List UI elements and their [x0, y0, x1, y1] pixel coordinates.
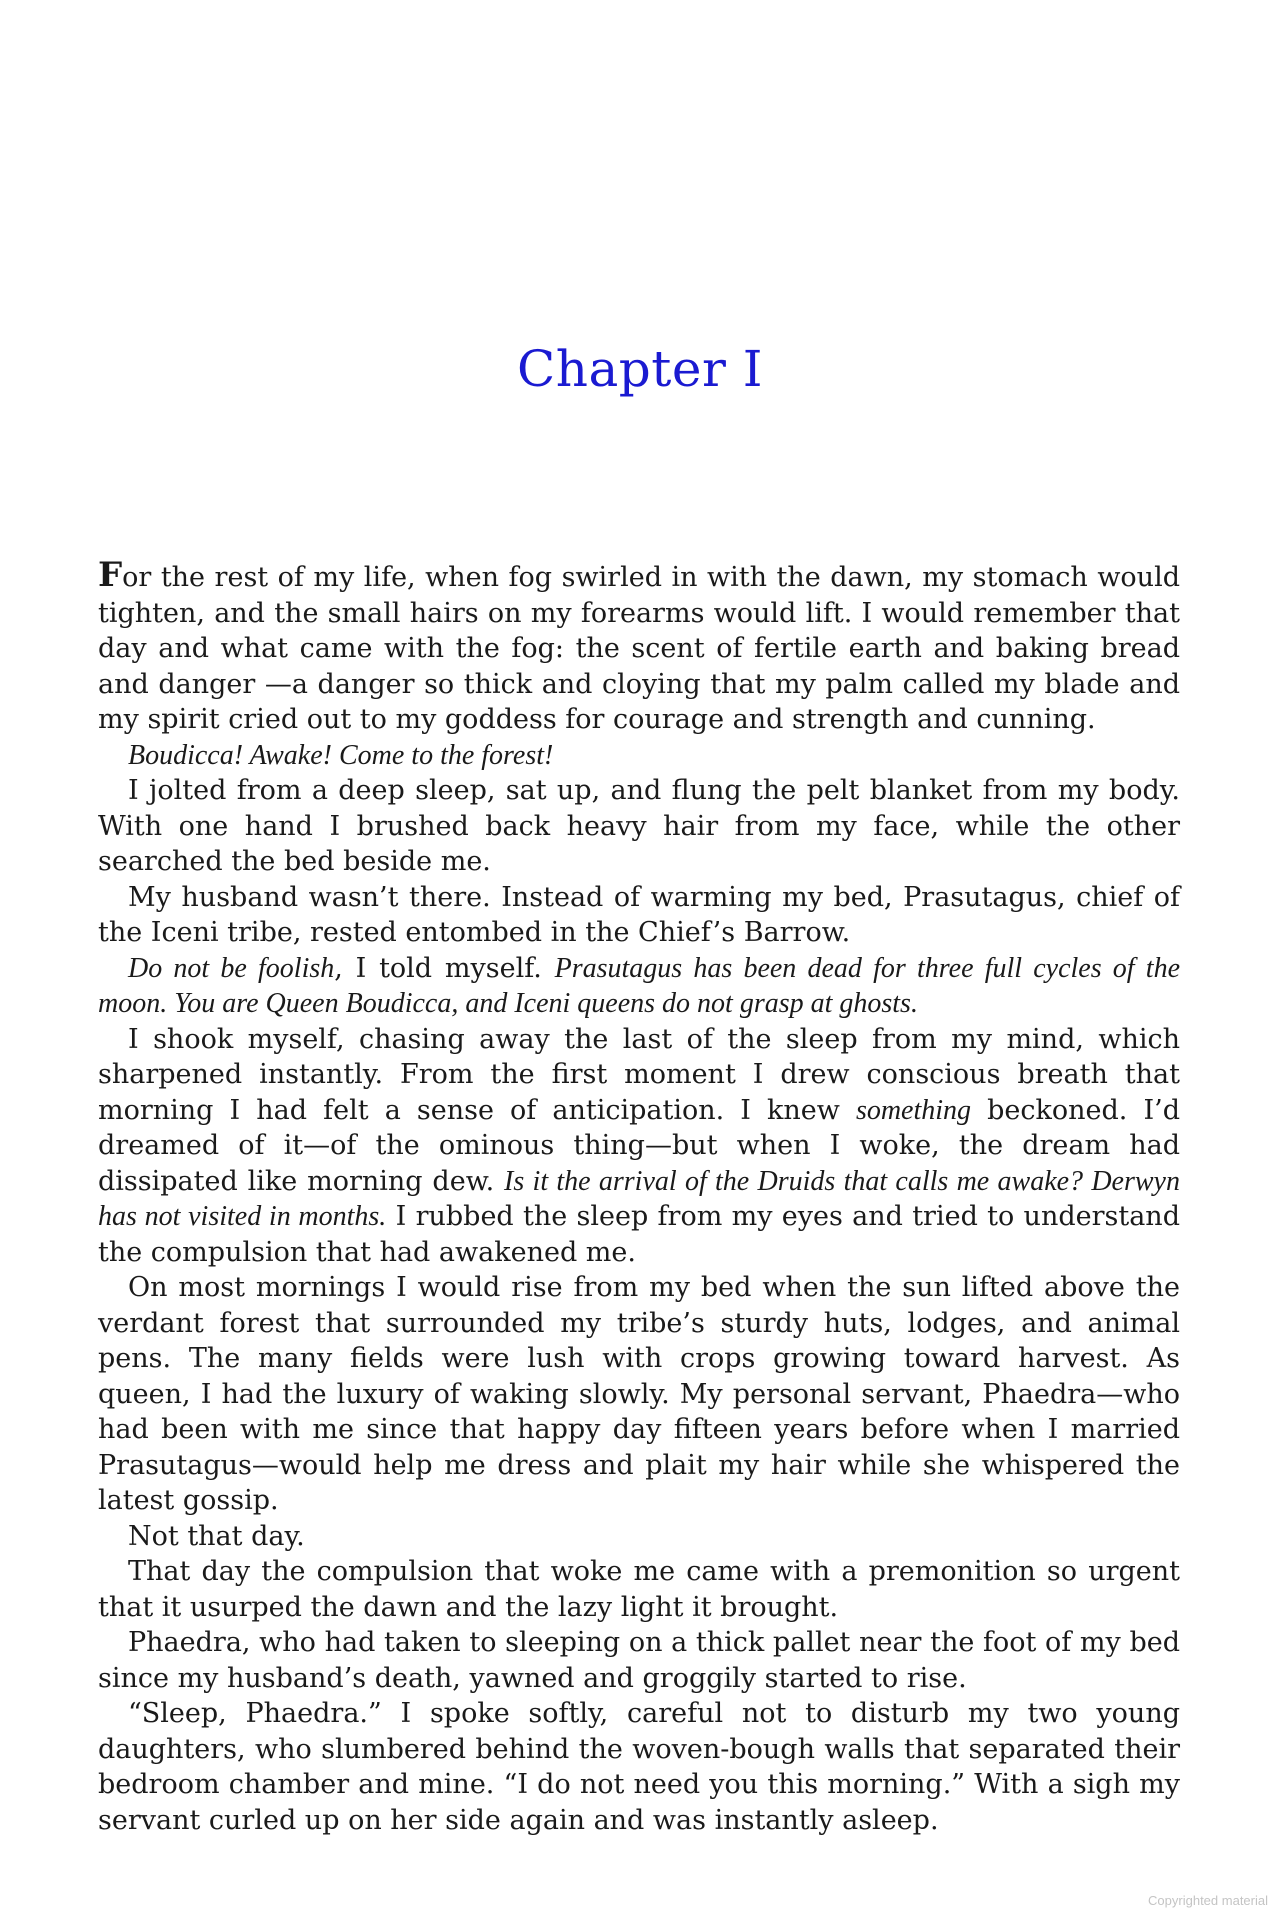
paragraph-5-text-b: , I told myself. [334, 952, 555, 984]
paragraph-7-text: On most mornings I would rise from my bed when the sun lifted above the verdant forest that surrounded my tribe’s sturdy huts, lodges, and animal pens. The many fields were lush with crops growing toward harvest. As queen, I had the luxury of waking slowly. My personal servant, Phaedra—who had been with me since that happy day fifteen years before when I married Prasutagus—would help me dress and plait my hair while she whispered the latest gossip. [98, 1272, 1180, 1516]
paragraph-1-text: or the rest of my life, when fog swirled in with the dawn, my stomach would tighten, and the small hairs on my forearms would lift. I would remember that day and what came with the fog: the scent of fertile earth and baking bread and danger —a danger so thick and cloying that my palm called my blade and my spirit cried out to my goddess for courage and strength and cunning. [98, 562, 1180, 735]
paragraph-5-italic-a: Do not be foolish [128, 952, 335, 984]
paragraph-10-text: Phaedra, who had taken to sleeping on a thick pallet near the foot of my bed since my husband’s death, yawned and groggily started to rise. [98, 1627, 1180, 1694]
paragraph-9-text: That day the compulsion that woke me came with a premonition so urgent that it usurped the dawn and the lazy light it brought. [98, 1556, 1180, 1623]
drop-cap: F [98, 555, 123, 595]
chapter-title: Chapter I [516, 340, 763, 398]
paragraph-4-text: My husband wasn’t there. Instead of warming my bed, Prasutagus, chief of the Iceni tribe, rested entombed in the Chief’s Barrow. [98, 881, 1180, 948]
paragraph-4 [98, 880, 1180, 951]
paragraph-3-text: I jolted from a deep sleep, sat up, and flung the pelt blanket from my body. With one hand I brushed back heavy hair from my face, while the other searched the bed beside me. [98, 775, 1180, 877]
paragraph-11-text: “Sleep, Phaedra.” I spoke softly, careful not to disturb my two young daughters, who slumbered behind the woven-bough walls that separated their bedroom chamber and mine. “I do not need you this morning.” With a sigh my servant curled up on her side again and was instantly asleep. [98, 1698, 1180, 1836]
paragraph-6-italic-b: something [855, 1094, 972, 1126]
paragraph-5-italic-c: Prasutagus has been dead for three full cycles of the moon. You are Queen Boudicca, and Iceni queens do not grasp at ghosts. [98, 952, 1180, 1019]
paragraph-7 [98, 1270, 1180, 1519]
paragraph-6-text-e: I rubbed the sleep from my eyes and tried to understand the compulsion that had awakened me. [98, 1201, 1180, 1268]
paragraph-6 [98, 1022, 1180, 1271]
copyright-notice: Copyrighted material [1148, 1893, 1268, 1908]
paragraph-2-italic: Boudicca! Awake! Come to the forest! [128, 739, 554, 771]
paragraph-11 [98, 1696, 1180, 1838]
paragraph-5 [98, 951, 1180, 1022]
chapter-body [98, 555, 1180, 1838]
paragraph-10 [98, 1625, 1180, 1696]
paragraph-6-italic-d: Is it the arrival of the Druids that calls me awake? Derwyn has not visited in months. [98, 1165, 1180, 1232]
paragraph-3 [98, 773, 1180, 880]
paragraph-8-text: Not that day. [128, 1520, 305, 1552]
paragraph-9 [98, 1554, 1180, 1625]
paragraph-1 [98, 555, 1180, 738]
paragraph-6-text-a: I shook myself, chasing away the last of the sleep from my mind, which sharpened instantly. From the first moment I drew conscious breath that morning I had felt a sense of anticipation. I knew [98, 1023, 1180, 1126]
paragraph-6-text-c: beckoned. I’d dreamed of it—of the ominous thing—but when I woke, the dream had dissipated like morning dew. [98, 1094, 1180, 1197]
paragraph-8 [98, 1519, 1180, 1555]
paragraph-2 [98, 738, 1180, 774]
